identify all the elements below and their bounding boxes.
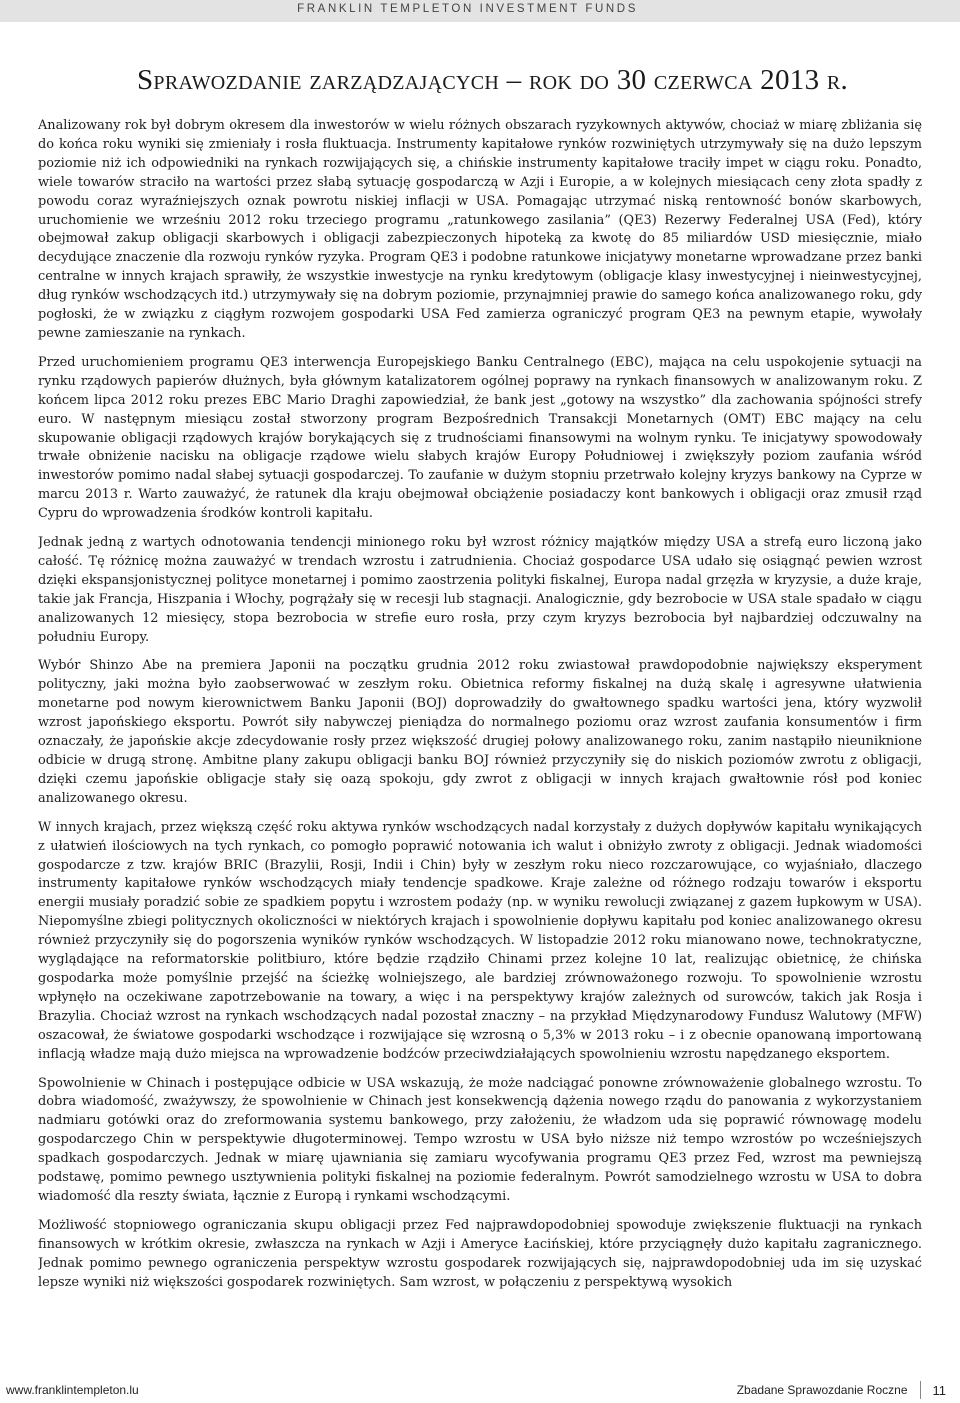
brand-name: FRANKLIN TEMPLETON INVESTMENT FUNDS: [297, 3, 638, 15]
top-header-bar: [0, 0, 960, 22]
page-title: Sprawozdanie zarządzających – rok do 30 czerwca 2013 r.: [137, 64, 849, 96]
paragraph: Możliwość stopniowego ograniczania skupu obligacji przez Fed najprawdopodobniej spowoduje zwiększenie fluktuacji na rynkach finansowych w krótkim okresie, zwłaszcza na rynkach w Azji i Ameryce Łacińskiej, które przyciągnęły dużo kapitału zagranicznego. Jednak pomimo pewnego ograniczenia perspektyw wzrostu gospodarek rozwijających się, najprawdopodobniej uda im się uzyskać lepsze wyniki niż większości gospodarek rozwiniętych. Sam wzrost, w połączeniu z perspektywą wysokich: [38, 1217, 922, 1290]
paragraph: Przed uruchomieniem programu QE3 interwencja Europejskiego Banku Centralnego (EBC), mająca na celu uspokojenie sytuacji na rynku rządowych papierów dłużnych, była głównym katalizatorem ogólnej poprawy na rynkach finansowych w analizowanym roku. Z końcem lipca 2012 roku prezes EBC Mario Draghi zapowiedział, że bank jest „gotowy na wszystko” dla zachowania spójności strefy euro. W następnym miesiącu został stworzony program Bezpośrednich Transakcji Monetarnych (OMT) EBC mający na celu skupowanie obligacji rządowych krajów borykających się z trudnościami finansowymi na wolnym rynku. Te inicjatywy spowodowały trwałe obniżenie nacisku na obligacje rządowe wielu słabych krajów Europy Południowej i zwiększyły poziom zaufania wśród inwestorów pomimo nadal słabej sytuacji gospodarczej. To zaufanie w dużym stopniu przetrwało kolejny kryzys bankowy na Cyprze w marcu 2013 r. Warto zauważyć, że ratunek dla kraju obejmował obciążenie posiadaczy kont bankowych i obligacji oraz zmusił rząd Cypru do wprowadzenia środków kontroli kapitału.: [38, 354, 922, 522]
paragraph: Analizowany rok był dobrym okresem dla inwestorów w wielu różnych obszarach ryzykownych aktywów, chociaż w miarę zbliżania się do końca roku wyniki się zmieniały i rosła fluktuacja. Instrumenty kapitałowe rynków rozwiniętych utrzymywały się na dużo lepszym poziomie niż ich odpowiedniki na rynkach rozwijających się, a chińskie instrumenty kapitałowe traciły impet w ciągu roku. Ponadto, wiele towarów straciło na wartości przez słabą sytuację gospodarczą w Azji i Europie, a w kolejnych miesiącach ceny złota spadły z powodu coraz wyraźniejszych oznak powrotu niskiej inflacji w USA. Pomagając utrzymać niską rentowność bonów skarbowych, uruchomienie we wrześniu 2012 roku trzeciego programu „ratunkowego zasilania” (QE3) Rezerwy Federalnej USA (Fed), który obejmował zakup obligacji skarbowych i obligacji zabezpieczonych hipoteką za kwotę do 85 miliardów USD miesięcznie, miało decydujące znaczenie dla rozwoju rynków ryzyka. Program QE3 i podobne ratunkowe inicjatywy monetarne wprowadzane przez banki centralne w innych krajach sprawiły, że wszystkie inwestycje na rynku kredytowym (obligacje klasy inwestycyjnej i nieinwestycyjnej, dług rynków wschodzących itd.) utrzymywały się na dobrym poziomie, przynajmniej prawie do samego końca analizowanego roku, gdy pogłoski, że w związku z ciągłym rozwojem gospodarki USA Fed zamierza ograniczyć program QE3 na pewnym etapie, wywołały pewne zamieszanie na rynkach.: [38, 118, 922, 341]
paragraph: W innych krajach, przez większą część roku aktywa rynków wschodzących nadal korzystały z dużych dopływów kapitału wynikających z ułatwień ilościowych na tych rynkach, co pomogło poprawić notowania ich walut i obniżyło zwroty z obligacji. Jednak wiadomości gospodarcze z tzw. krajów BRIC (Brazylii, Rosji, Indii i Chin) były w zeszłym roku nieco rozczarowujące, co wyjaśniało, dlaczego instrumenty kapitałowe rynków wschodzących miały tendencje spadkowe. Kraje zależne od różnego rodzaju towarów i eksportu energii musiały poradzić sobie ze spadkiem popytu i wzrostem podaży (np. w wyniku rewolucji związanej z gazem łupkowym w USA). Niepomyślne zbiegi politycznych okoliczności w niektórych krajach i spowolnienie dopływu kapitału pod koniec analizowanego okresu również przyczyniły się do pogorszenia wyników rynków wschodzących. W listopadzie 2012 roku mianowano nowe, technokratyczne, wyglądające na reformatorskie politbiuro, które będzie rządziło Chinami przez kolejne 10 lat, realizując obietnicę, że chińska gospodarka może pomyślnie przejść na ścieżkę wolniejszego, ale bardziej zrównoważonego rozwoju. To spowolnienie wzrostu wpłynęło na oczekiwane zapotrzebowanie na towary, a więc i na perspektywy krajów zależnych od surowców, takich jak Rosja i Brazylia. Chociaż wzrost na rynkach wschodzących nadal pozostał znaczny – na przykład Międzynarodowy Fundusz Walutowy (MFW) oszacował, że światowe gospodarki wschodzące i rozwijające się wzrosną o 5,3% w 2013 roku – i z obecnie opanowaną importowaną inflacją władze mają dużo miejsca na wprowadzenie bodźców przeciwdziałających spowolnieniu wzrostu napędzanego eksportem.: [38, 819, 922, 1062]
paragraph: Wybór Shinzo Abe na premiera Japonii na początku grudnia 2012 roku zwiastował prawdopodobnie największy eksperyment polityczny, jaki można było zaobserwować w zeszłym roku. Obietnica reformy fiskalnej na dużą skalę i agresywne ułatwienia monetarne pod nowym kierownictwem Banku Japonii (BOJ) doprowadziły do gwałtownego spadku wartości jena, który wyzwolił wzrost japońskiego eksportu. Powrót siły nabywczej pieniądza do normalnego poziomu oraz wzrost zaufania konsumentów i firm oznaczały, że japońskie akcje zdecydowanie rosły przez większość drugiej połowy analizowanego roku, zanim nastąpiło nieuniknione odbicie w drugą stronę. Ambitne plany zakupu obligacji banku BOJ również przyczyniły się do niskich poziomów zwrotu z obligacji, dzięki czemu japońskie obligacje stały się oazą spokoju, gdy zwrot z obligacji w innych krajach gwałtownie rósł pod koniec analizowanego okresu.: [38, 658, 922, 806]
paragraph: Spowolnienie w Chinach i postępujące odbicie w USA wskazują, że może nadciągać ponowne zrównoważenie globalnego wzrostu. To dobra wiadomość, zważywszy, że spowolnienie w Chinach jest konsekwencją dążenia nowego rządu do panowania z wykorzystaniem nadmiaru gotówki oraz do zreformowania systemu bankowego, przy założeniu, że władzom uda się poprawić równowagę modelu gospodarczego Chin w perspektywie długoterminowej. Tempo wzrostu w USA było niższe niż tempo wzrostów po wcześniejszych spadkach gospodarczych. Jednak w miarę ujawniania się zamiaru wycofywania programu QE3 przez Fed, wzrost ma pewniejszą podstawę, pomimo pewnego usztywnienia polityki fiskalnej na poziomie federalnym. Powrót samodzielnego wzrostu w USA to dobra wiadomość dla reszty świata, łącznie z Europą i rynkami wschodzącymi.: [38, 1075, 922, 1204]
body-text: [38, 117, 922, 1329]
page-number: 11: [932, 1382, 946, 1398]
footer-report-name: Zbadane Sprawozdanie Roczne: [736, 1383, 908, 1397]
footer-website: www.franklintempleton.lu: [6, 1383, 139, 1397]
footer-info: [737, 1381, 946, 1399]
paragraph: Jednak jedną z wartych odnotowania tendencji minionego roku był wzrost różnicy majątków między USA a strefą euro liczoną jako całość. Tę różnicę można zauważyć w trendach wzrostu i zatrudnienia. Chociaż gospodarce USA udało się osiągnąć pewien wzrost dzięki ekspansjonistycznej polityce monetarnej i pomimo zaostrzenia polityki fiskalnej, Europa nadal grzęzła w kryzysie, a duże kraje, takie jak Francja, Hiszpania i Włochy, pogrążały się w recesji lub stagnacji. Analogicznie, gdy bezrobocie w USA stale spadało w ciągu analizowanych 12 miesięcy, stopa bezrobocia w strefie euro rosła, przy czym kryzys bezrobocia był najbardziej odczuwalny na południu Europy.: [38, 535, 922, 645]
